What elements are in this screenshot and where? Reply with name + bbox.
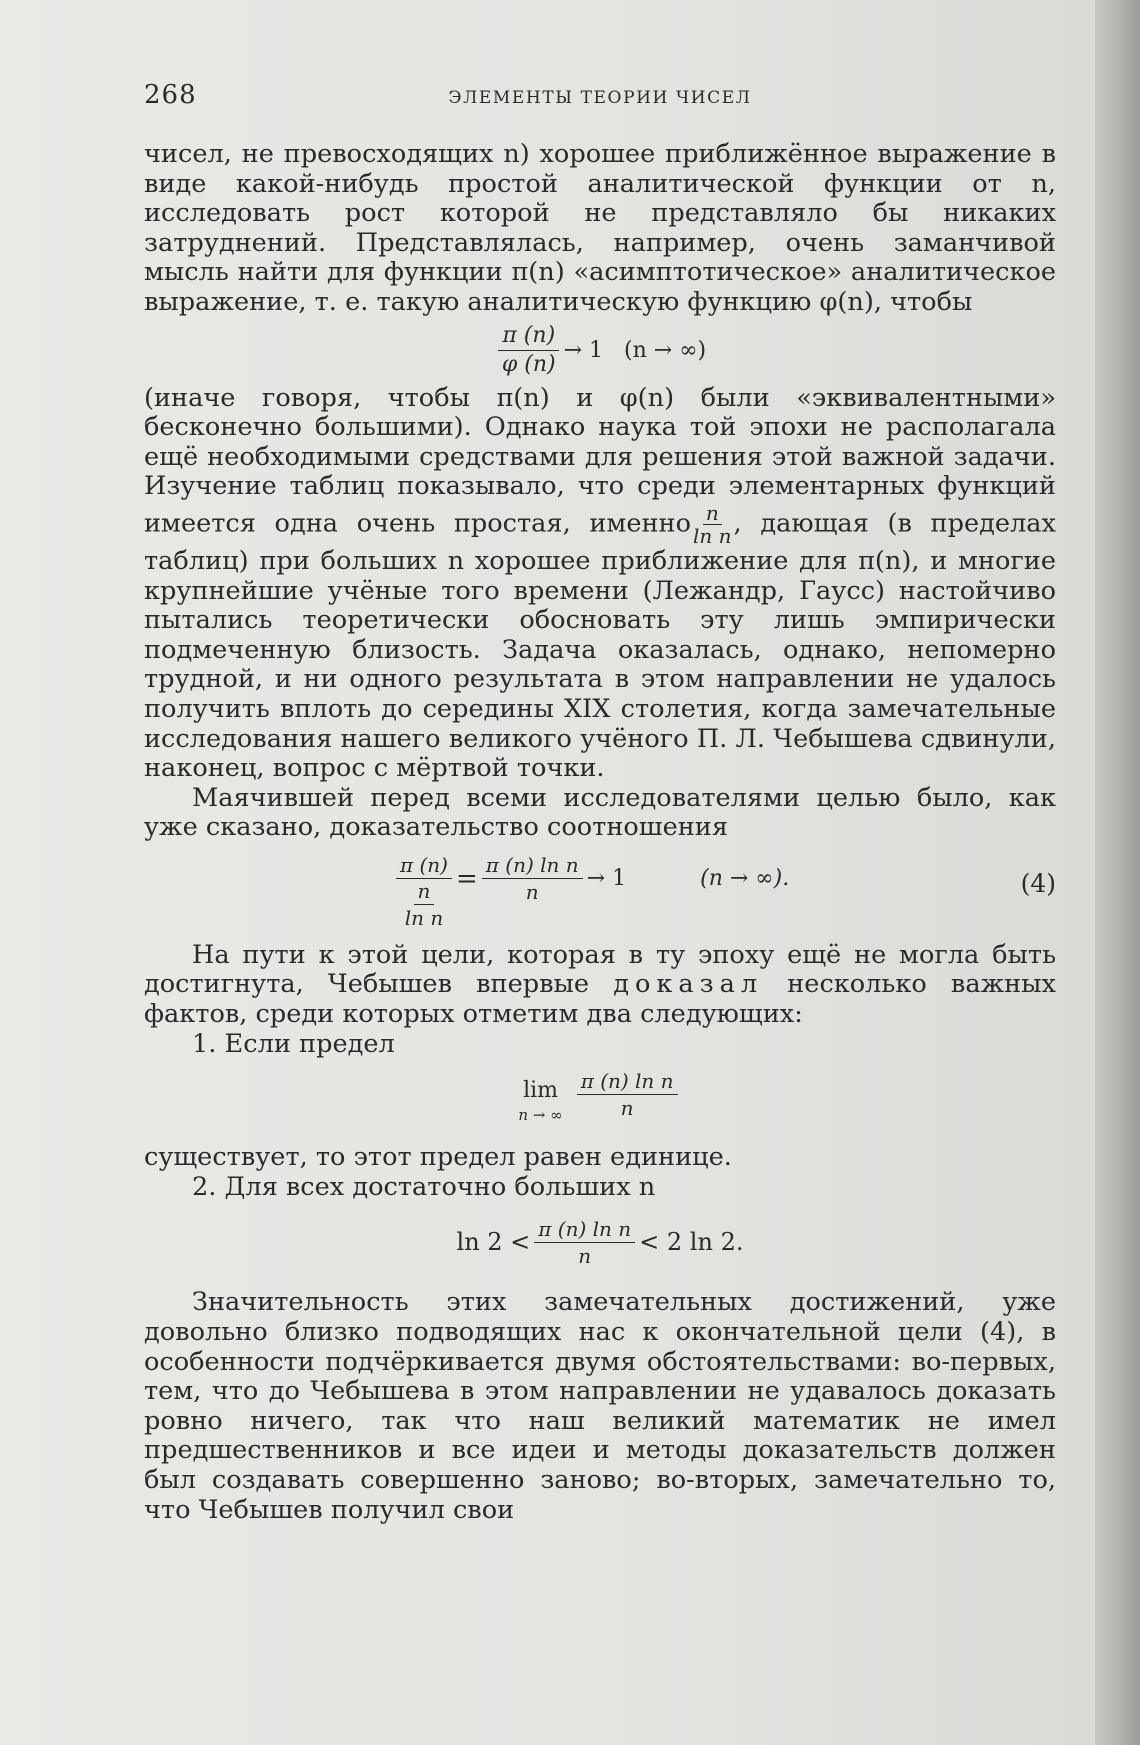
page-body	[144, 140, 1056, 1525]
equation-number: (4)	[1020, 868, 1056, 898]
fraction-lhs: $\frac{\pi (n)}{\frac{n}{\text{ln n}}}$	[396, 855, 452, 928]
running-title: ЭЛЕМЕНТЫ ТЕОРИИ ЧИСЕЛ	[448, 88, 752, 108]
paragraph-3: Маячившей перед всеми исследователями целью было, как уже сказано, доказательство соотношения	[144, 782, 1056, 843]
page-number: 268	[144, 80, 197, 110]
paragraph-5: существует, то этот предел равен единице.	[144, 1142, 732, 1173]
paragraph-4: На пути к этой цели, которая в ту эпоху ещё не могла быть достигнута, Чебышев впервые доказал несколько важных фактов, среди которых отметим два следующих:	[144, 939, 1056, 1030]
paragraph-1: чисел, не превосходящих n) хорошее приближённое выражение в виде какой-нибудь простой аналитической функции от n, исследовать рост которой не представляло бы никаких затруднений. Представлялась, например, очень заманчивой мысль найти для функции π(n) «асимптотическое» аналитическое выражение, т. е. такую аналитическую функцию φ(n), чтобы	[144, 139, 1056, 317]
list-item-2: 2. Для всех достаточно больших n	[192, 1171, 656, 1202]
fraction-n-over-ln-n: $\frac{n}{\text{ln n}}$	[693, 500, 732, 548]
page-header	[144, 80, 1056, 120]
paragraph-6: Значительность этих замечательных достижений, уже довольно близко подводящих нас к окончательной цели (4), в особенности подчёркивается двумя обстоятельствами: во-первых, тем, что до Чебышева в этом направлении не удавалось доказать ровно ничего, так что наш великий математик не имел предшественников и все идеи и методы доказательств должен был создавать совершенно заново; во-вторых, замечательно то, что Чебышев получил свои	[144, 1287, 1056, 1525]
book-spine-shadow	[1095, 0, 1140, 1745]
formula-asymptotic	[144, 318, 1056, 384]
formula-inequality: ln 2 < $\frac{\text{π (n) ln n}}{n}$ < 2 ln 2.	[456, 1216, 744, 1268]
formula-limit: lim n → ∞ $\frac{\text{π (n) ln n}}{n}$	[144, 1059, 1056, 1143]
fraction-pi-over-phi: $\frac{\pi (n)}{\varphi (n)}$	[498, 325, 560, 376]
fraction-mid: $\frac{\text{π (n) ln n}}{n}$	[482, 855, 583, 902]
paragraph-2: (иначе говоря, чтобы π(n) и φ(n) были «эквивалентными» бесконечно большими). Однако наука той эпохи не располагала ещё необходимыми средствами для решения этой важной задачи. Изучение таблиц показывало, что среди элементарных функций имеется одна очень простая, именно $\frac{n}{\text{ln n}}$ , дающая (в пределах таблиц) при больших n хорошее приближение для π(n), и многие крупнейшие учёные того времени (Лежандр, Гаусс) настойчиво пытались теоретически обосновать эту лишь эмпирически подмеченную близость. Задача оказалась, однако, непомерно трудной, и ни одного результата в этом направлении не удалось получить вплоть до середины XIX столетия, когда замечательные исследования нашего великого учёного П. Л. Чебышева сдвинули, наконец, вопрос с мёртвой точки.	[144, 382, 1056, 784]
list-item-1: 1. Если предел	[192, 1028, 395, 1059]
formula-4: $\frac{\pi (n)}{\frac{n}{\text{ln n}}}$ = $\frac{\text{π (n) ln n}}{n}$ → 1 (n → ∞). (4)	[144, 843, 1056, 941]
formula-limit-text: → 1 (n → ∞)	[563, 337, 707, 363]
